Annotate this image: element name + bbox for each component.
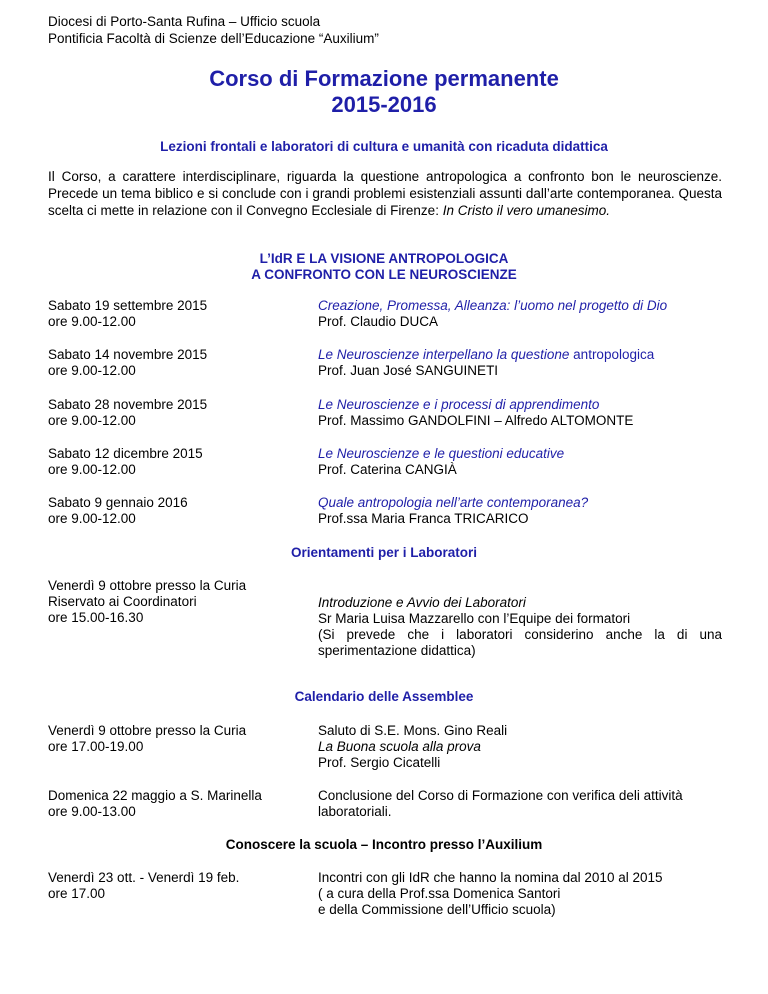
lesson-topic: Le Neuroscienze e i processi di apprendimento xyxy=(318,397,600,412)
lesson-time: ore 9.00-12.00 xyxy=(48,363,136,378)
assembly-greeting: Saluto di S.E. Mons. Gino Reali xyxy=(318,723,508,738)
lesson-date: Sabato 28 novembre 2015 xyxy=(48,397,208,412)
section-heading-meeting: Conoscere la scuola – Incontro presso l’Auxilium xyxy=(225,837,543,852)
meeting-time: ore 17.00 xyxy=(48,886,106,901)
lesson-time: ore 9.00-12.00 xyxy=(48,314,136,329)
lab-audience: Riservato ai Coordinatori xyxy=(48,594,197,609)
lesson-time: ore 9.00-12.00 xyxy=(48,413,136,428)
meeting-dates: Venerdì 23 ott. - Venerdì 19 feb. xyxy=(48,870,240,885)
intro-paragraph xyxy=(48,168,722,219)
intro-emphasis: In Cristo il vero umanesimo. xyxy=(442,203,611,218)
meeting-description: Incontri con gli IdR che hanno la nomina dal 2010 al 2015 xyxy=(318,870,663,885)
lab-note: (Si prevede che i laboratori considerino anche la di una sperimentazione didattica) xyxy=(318,627,722,658)
lesson-speaker: Prof. Juan José SANGUINETI xyxy=(318,363,499,378)
lesson-time: ore 9.00-12.00 xyxy=(48,462,136,477)
lesson-speaker: Prof. Massimo GANDOLFINI – Alfredo ALTOMONTE xyxy=(318,413,634,428)
header-diocese: Diocesi di Porto-Santa Rufina – Ufficio scuola xyxy=(48,14,321,29)
lab-speaker: Sr Maria Luisa Mazzarello con l’Equipe dei formatori xyxy=(318,611,631,626)
lesson-date: Sabato 19 settembre 2015 xyxy=(48,298,208,313)
subtitle: Lezioni frontali e laboratori di cultura e umanità con ricaduta didattica xyxy=(160,139,608,154)
meeting-curator: ( a cura della Prof.ssa Domenica Santori xyxy=(318,886,561,901)
assembly-place: Domenica 22 maggio a S. Marinella xyxy=(48,788,262,803)
document-header xyxy=(48,13,379,47)
lesson-speaker: Prof.ssa Maria Franca TRICARICO xyxy=(318,511,529,526)
lesson-topic: Le Neuroscienze interpellano la questione xyxy=(318,347,570,362)
meeting-commission: e della Commissione dell’Ufficio scuola) xyxy=(318,902,556,917)
section-heading-assemblies: Calendario delle Assemblee xyxy=(294,689,474,704)
lesson-topic: Quale antropologia nell’arte contemporanea? xyxy=(318,495,589,510)
lab-title: Introduzione e Avvio dei Laboratori xyxy=(318,595,526,610)
lesson-date: Sabato 9 gennaio 2016 xyxy=(48,495,188,510)
lesson-speaker: Prof. Caterina CANGIÀ xyxy=(318,462,457,477)
section-heading-line: L’IdR E LA VISIONE ANTROPOLOGICA xyxy=(259,251,509,266)
main-title: Corso di Formazione permanente xyxy=(209,66,559,91)
header-faculty: Pontificia Facoltà di Scienze dell’Educazione “Auxilium” xyxy=(48,31,379,46)
lesson-topic-extra: antropologica xyxy=(569,347,655,362)
assembly-time: ore 17.00-19.00 xyxy=(48,739,144,754)
lesson-topic: Le Neuroscienze e le questioni educative xyxy=(318,446,565,461)
lesson-date: Sabato 14 novembre 2015 xyxy=(48,347,208,362)
section-heading-line: A CONFRONTO CON LE NEUROSCIENZE xyxy=(251,267,517,282)
lesson-speaker: Prof. Claudio DUCA xyxy=(318,314,439,329)
intro-text: Il Corso, a carattere interdisciplinare, riguarda la questione antropologica a confronto bon le neuroscienze. Precede un tema biblico e si conclude con i grandi problemi esistenziali assunti dall’arte contemporanea. Questa scelta ci mette in relazione con il Convegno Ecclesiale di Firenze: xyxy=(48,169,722,218)
assembly-speaker: Prof. Sergio Cicatelli xyxy=(318,755,441,770)
lesson-time: ore 9.00-12.00 xyxy=(48,511,136,526)
lab-place: Venerdì 9 ottobre presso la Curia xyxy=(48,578,247,593)
assembly-place: Venerdì 9 ottobre presso la Curia xyxy=(48,723,247,738)
assembly-time: ore 9.00-13.00 xyxy=(48,804,136,819)
main-title-year: 2015-2016 xyxy=(331,92,437,117)
section-heading-lessons xyxy=(0,251,768,283)
section-heading-labs: Orientamenti per i Laboratori xyxy=(290,545,478,560)
lesson-topic: Creazione, Promessa, Alleanza: l’uomo nel progetto di Dio xyxy=(318,298,668,313)
lab-time: ore 15.00-16.30 xyxy=(48,610,144,625)
lesson-date: Sabato 12 dicembre 2015 xyxy=(48,446,203,461)
assembly-topic: La Buona scuola alla prova xyxy=(318,739,481,754)
assembly-description: Conclusione del Corso di Formazione con verifica deli attività laboratoriali. xyxy=(318,788,683,819)
